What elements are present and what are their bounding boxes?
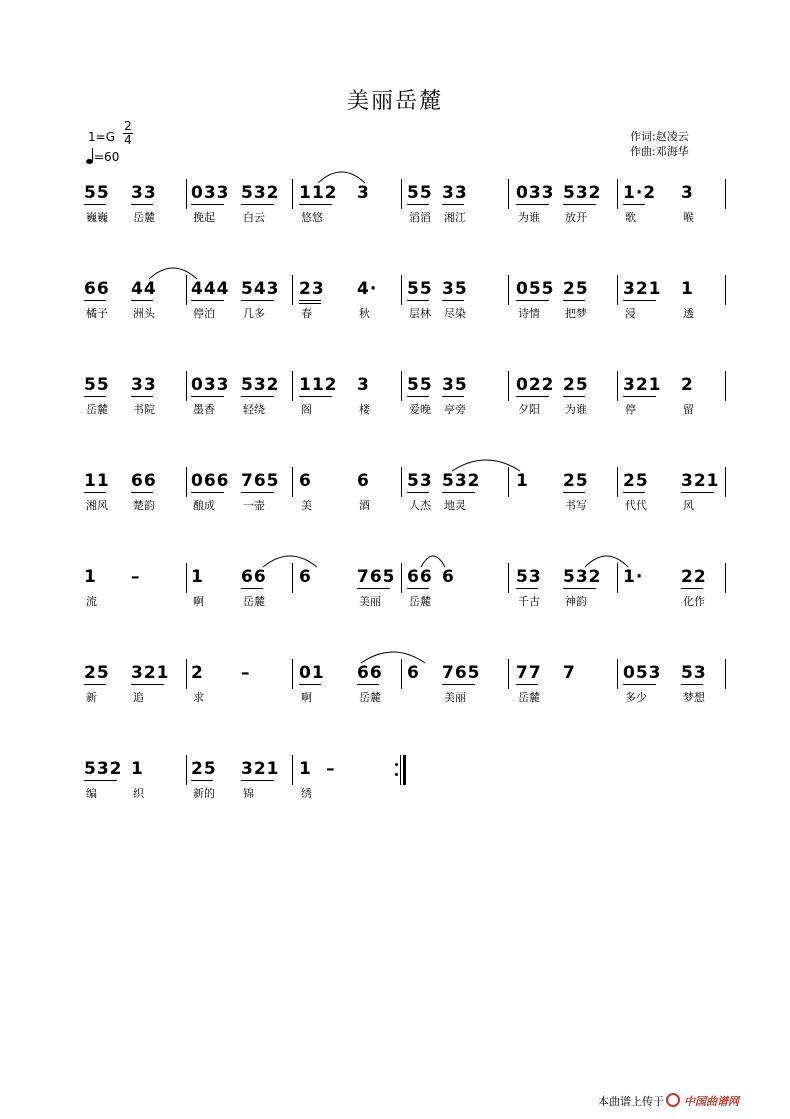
- note-group: 66: [84, 279, 110, 299]
- bar-line: [186, 467, 187, 497]
- score-row: [0, 471, 790, 531]
- note-group: 55: [84, 183, 110, 203]
- rhythm-underline: [442, 396, 464, 397]
- lyric-syllable: 巍巍: [86, 211, 108, 224]
- time-signature-bottom: 4: [124, 133, 132, 147]
- rhythm-underline: [131, 300, 153, 301]
- time-signature: [121, 120, 135, 147]
- lyric-syllable: 墨香: [193, 403, 215, 416]
- note-group: 543: [241, 279, 280, 299]
- rhythm-underline: [623, 492, 645, 493]
- score-row: [0, 663, 790, 723]
- rhythm-underline: [681, 684, 703, 685]
- rhythm-underline: [191, 300, 224, 301]
- bar-line: [725, 371, 726, 401]
- lyric-syllable: 湘风: [86, 499, 108, 512]
- bar-line: [617, 371, 618, 401]
- note-group: 53: [516, 567, 542, 587]
- lyric-syllable: 啊: [301, 691, 312, 704]
- rhythm-underline: [191, 780, 213, 781]
- lyric-syllable: 岳麓: [243, 595, 265, 608]
- note-group: 25: [563, 471, 589, 491]
- note-group: 44: [131, 279, 157, 299]
- slur-tie: [148, 263, 198, 281]
- lyric-syllable: 亭旁: [444, 403, 466, 416]
- note-group: 01: [299, 663, 325, 683]
- rhythm-underline: [516, 684, 538, 685]
- lyric-syllable: 代代: [625, 499, 647, 512]
- bar-line: [617, 275, 618, 305]
- note-group: 33: [131, 183, 157, 203]
- rhythm-underline: [241, 588, 263, 589]
- rhythm-underline: [299, 684, 321, 685]
- lyric-syllable: 悠悠: [301, 211, 323, 224]
- note-group: –: [241, 663, 251, 683]
- slur-tie: [360, 647, 426, 665]
- lyric-syllable: 编: [86, 787, 97, 800]
- rhythm-underline: [516, 396, 549, 397]
- rhythm-underline: [407, 492, 429, 493]
- rhythm-underline: [681, 588, 703, 589]
- note-group: 444: [191, 279, 230, 299]
- note-group: 66: [407, 567, 433, 587]
- rhythm-underline: [131, 396, 153, 397]
- note-group: 765: [357, 567, 396, 587]
- note-group: 66: [131, 471, 157, 491]
- note-group: 321: [623, 375, 662, 395]
- note-group: 4·: [357, 279, 378, 299]
- footer: [598, 1093, 739, 1109]
- lyric-syllable: 啊: [193, 595, 204, 608]
- lyric-syllable: 湘江: [444, 211, 466, 224]
- rhythm-underline: [191, 396, 224, 397]
- lyric-syllable: 岳麓: [409, 595, 431, 608]
- rhythm-underline: [131, 492, 153, 493]
- bar-line: [292, 755, 293, 785]
- note-group: –: [131, 567, 141, 587]
- lyric-syllable: 留: [683, 403, 694, 416]
- note-group: 112: [299, 183, 338, 203]
- lyric-syllable: 层林: [409, 307, 431, 320]
- lyric-syllable: 追: [133, 691, 144, 704]
- bar-line: [186, 371, 187, 401]
- lyric-syllable: 岳麓: [86, 403, 108, 416]
- score-row: [0, 279, 790, 339]
- lyric-syllable: 尽染: [444, 307, 466, 320]
- bar-line: [725, 275, 726, 305]
- bar-line: [292, 659, 293, 689]
- note-group: 1: [516, 471, 529, 491]
- score-row: [0, 567, 790, 627]
- note-group: 25: [191, 759, 217, 779]
- note-group: 3: [681, 183, 694, 203]
- lyric-syllable: 人杰: [409, 499, 431, 512]
- note-group: 55: [407, 183, 433, 203]
- note-group: 6: [442, 567, 455, 587]
- note-group: 25: [563, 279, 589, 299]
- lyric-syllable: 织: [133, 787, 144, 800]
- site-logo-icon: [666, 1093, 680, 1107]
- note-group: 33: [131, 375, 157, 395]
- lyric-syllable: 滔滔: [409, 211, 431, 224]
- lyric-syllable: 求: [193, 691, 204, 704]
- lyric-syllable: 新: [86, 691, 97, 704]
- note-group: 66: [357, 663, 383, 683]
- lyric-syllable: 岳麓: [133, 211, 155, 224]
- lyricist-credit: 作词:赵凌云: [630, 130, 689, 143]
- note-group: 23: [299, 279, 325, 299]
- note-group: 25: [563, 375, 589, 395]
- note-group: 321: [241, 759, 280, 779]
- slur-tie: [420, 551, 446, 569]
- rhythm-underline: [563, 300, 585, 301]
- note-group: 1: [681, 279, 694, 299]
- lyric-syllable: 阁: [301, 403, 312, 416]
- note-group: 321: [681, 471, 720, 491]
- lyric-syllable: 停泊: [193, 307, 215, 320]
- score-row: [0, 759, 790, 819]
- note-group: 066: [191, 471, 230, 491]
- rhythm-underline: [357, 684, 379, 685]
- lyric-syllable: 爱晚: [409, 403, 431, 416]
- lyric-syllable: 新的: [193, 787, 215, 800]
- rhythm-underline: [623, 204, 645, 205]
- bar-line: [508, 659, 509, 689]
- rhythm-underline: [84, 492, 106, 493]
- note-group: 053: [623, 663, 662, 683]
- slur-tie: [451, 455, 521, 473]
- note-group: 1: [191, 567, 204, 587]
- rhythm-underline: [442, 492, 475, 493]
- tempo-value: =60: [94, 150, 120, 164]
- rhythm-underline: [84, 684, 106, 685]
- note-group: 53: [681, 663, 707, 683]
- lyric-syllable: 绣: [301, 787, 312, 800]
- bar-line: [508, 563, 509, 593]
- final-barline-thick: [403, 755, 406, 785]
- lyric-syllable: 为谁: [518, 211, 540, 224]
- key-signature: 1=G: [88, 130, 115, 144]
- lyric-syllable: 放开: [565, 211, 587, 224]
- bar-line: [401, 275, 402, 305]
- bar-line: [617, 179, 618, 209]
- bar-line: [401, 563, 402, 593]
- note-group: 35: [442, 279, 468, 299]
- rhythm-underline: [299, 303, 321, 304]
- bar-line: [508, 371, 509, 401]
- rhythm-underline: [241, 204, 274, 205]
- lyric-syllable: 酒: [359, 499, 370, 512]
- rhythm-underline: [241, 300, 274, 301]
- footer-upload-text: 本曲谱上传于: [598, 1095, 664, 1108]
- bar-line: [186, 563, 187, 593]
- tempo-marking: [86, 148, 119, 164]
- score-row: [0, 183, 790, 243]
- bar-line: [186, 755, 187, 785]
- lyric-syllable: 楼: [359, 403, 370, 416]
- lyric-syllable: 停: [625, 403, 636, 416]
- note-group: 1·2: [623, 183, 657, 203]
- lyric-syllable: 楚韵: [133, 499, 155, 512]
- bar-line: [725, 563, 726, 593]
- lyric-syllable: 诗情: [518, 307, 540, 320]
- note-group: 6: [357, 471, 370, 491]
- note-group: 532: [241, 375, 280, 395]
- lyric-syllable: 书院: [133, 403, 155, 416]
- lyric-syllable: 美: [301, 499, 312, 512]
- final-barline-thin: [400, 755, 401, 785]
- lyric-syllable: 歌: [625, 211, 636, 224]
- note-group: 22: [681, 567, 707, 587]
- note-group: 53: [407, 471, 433, 491]
- rhythm-underline: [191, 492, 224, 493]
- note-group: 1: [299, 759, 312, 779]
- rhythm-underline: [299, 396, 332, 397]
- note-group: 321: [623, 279, 662, 299]
- bar-line: [508, 275, 509, 305]
- note-group: 3: [357, 183, 370, 203]
- slur-tie: [317, 167, 366, 185]
- note-group: 022: [516, 375, 555, 395]
- rhythm-underline: [241, 492, 274, 493]
- note-group: 7: [563, 663, 576, 683]
- note-group: 55: [407, 375, 433, 395]
- note-group: 112: [299, 375, 338, 395]
- score-row: [0, 375, 790, 435]
- note-group: 765: [442, 663, 481, 683]
- song-title: 美丽岳麓: [346, 89, 443, 114]
- lyric-syllable: 千古: [518, 595, 540, 608]
- rhythm-underline: [131, 684, 164, 685]
- rhythm-underline: [241, 396, 274, 397]
- repeat-dot: [395, 773, 398, 776]
- note-group: 77: [516, 663, 542, 683]
- note-group: 532: [563, 567, 602, 587]
- lyric-syllable: 几多: [243, 307, 265, 320]
- note-group: 6: [407, 663, 420, 683]
- note-group: 033: [191, 375, 230, 395]
- bar-line: [292, 275, 293, 305]
- note-group: 055: [516, 279, 555, 299]
- note-group: 33: [442, 183, 468, 203]
- rhythm-underline: [299, 204, 332, 205]
- rhythm-underline: [563, 396, 585, 397]
- note-group: 35: [442, 375, 468, 395]
- lyric-syllable: 化作: [683, 595, 705, 608]
- rhythm-underline: [442, 204, 464, 205]
- note-group: 55: [84, 375, 110, 395]
- note-group: 2: [191, 663, 204, 683]
- lyric-syllable: 一壶: [243, 499, 265, 512]
- note-group: 3: [357, 375, 370, 395]
- rhythm-underline: [623, 396, 656, 397]
- rhythm-underline: [241, 780, 274, 781]
- rhythm-underline: [623, 684, 656, 685]
- lyric-syllable: 风: [683, 499, 694, 512]
- lyric-syllable: 书写: [565, 499, 587, 512]
- lyric-syllable: 挽起: [193, 211, 215, 224]
- rhythm-underline: [563, 588, 596, 589]
- note-group: 532: [241, 183, 280, 203]
- slur-tie: [584, 551, 629, 569]
- rhythm-underline: [407, 396, 429, 397]
- rhythm-underline: [407, 300, 429, 301]
- bar-line: [401, 467, 402, 497]
- lyric-syllable: 把梦: [565, 307, 587, 320]
- lyric-syllable: 为谁: [565, 403, 587, 416]
- lyric-syllable: 夕阳: [518, 403, 540, 416]
- rhythm-underline: [563, 204, 596, 205]
- lyric-syllable: 春: [301, 307, 312, 320]
- note-group: –: [326, 759, 336, 779]
- lyric-syllable: 岳麓: [518, 691, 540, 704]
- note-group: 2: [681, 375, 694, 395]
- lyric-syllable: 流: [86, 595, 97, 608]
- lyric-syllable: 地灵: [444, 499, 466, 512]
- rhythm-underline: [407, 204, 429, 205]
- lyric-syllable: 浸: [625, 307, 636, 320]
- bar-line: [401, 371, 402, 401]
- rhythm-underline: [407, 588, 429, 589]
- lyric-syllable: 橘子: [86, 307, 108, 320]
- lyric-syllable: 酿成: [193, 499, 215, 512]
- repeat-dot: [395, 763, 398, 766]
- bar-line: [508, 179, 509, 209]
- note-group: 6: [299, 567, 312, 587]
- note-group: 532: [563, 183, 602, 203]
- bar-line: [292, 371, 293, 401]
- note-group: 765: [241, 471, 280, 491]
- note-group: 25: [623, 471, 649, 491]
- footer-site-name: 中国曲谱网: [684, 1095, 739, 1108]
- lyric-syllable: 白云: [243, 211, 265, 224]
- note-group: 6: [299, 471, 312, 491]
- bar-line: [725, 467, 726, 497]
- quarter-note-icon: [86, 148, 94, 164]
- lyric-syllable: 美丽: [359, 595, 381, 608]
- composer-credit: 作曲:邓海华: [630, 145, 689, 158]
- rhythm-underline: [516, 588, 538, 589]
- lyric-syllable: 轻绕: [243, 403, 265, 416]
- rhythm-underline: [84, 204, 106, 205]
- note-group: 1: [131, 759, 144, 779]
- lyric-syllable: 梦想: [683, 691, 705, 704]
- rhythm-underline: [191, 204, 224, 205]
- bar-line: [725, 659, 726, 689]
- rhythm-underline: [516, 300, 549, 301]
- note-group: 532: [84, 759, 123, 779]
- lyric-syllable: 多少: [625, 691, 647, 704]
- note-group: 321: [131, 663, 170, 683]
- rhythm-underline: [442, 684, 475, 685]
- rhythm-underline: [131, 204, 153, 205]
- time-signature-top: 2: [124, 119, 132, 133]
- note-group: 1·: [623, 567, 644, 587]
- lyric-syllable: 洲头: [133, 307, 155, 320]
- lyric-syllable: 秋: [359, 307, 370, 320]
- bar-line: [292, 179, 293, 209]
- rhythm-underline: [84, 300, 106, 301]
- rhythm-underline: [84, 396, 106, 397]
- lyric-syllable: 锦: [243, 787, 254, 800]
- note-group: 11: [84, 471, 110, 491]
- note-group: 033: [191, 183, 230, 203]
- rhythm-underline: [623, 300, 656, 301]
- rhythm-underline: [442, 300, 464, 301]
- note-group: 033: [516, 183, 555, 203]
- note-group: 1: [84, 567, 97, 587]
- bar-line: [401, 179, 402, 209]
- lyric-syllable: 美丽: [444, 691, 466, 704]
- rhythm-underline: [299, 300, 321, 301]
- bar-line: [617, 659, 618, 689]
- rhythm-underline: [516, 204, 549, 205]
- lyric-syllable: 岳麓: [359, 691, 381, 704]
- note-group: 55: [407, 279, 433, 299]
- bar-line: [617, 467, 618, 497]
- bar-line: [186, 179, 187, 209]
- rhythm-underline: [563, 492, 585, 493]
- lyric-syllable: 神韵: [565, 595, 587, 608]
- bar-line: [186, 659, 187, 689]
- rhythm-underline: [357, 588, 390, 589]
- bar-line: [292, 467, 293, 497]
- bar-line: [725, 179, 726, 209]
- note-group: 66: [241, 567, 267, 587]
- lyric-syllable: 透: [683, 307, 694, 320]
- slur-tie: [262, 551, 318, 569]
- lyric-syllable: 喉: [683, 211, 694, 224]
- note-group: 25: [84, 663, 110, 683]
- note-group: 532: [442, 471, 481, 491]
- rhythm-underline: [681, 492, 714, 493]
- rhythm-underline: [84, 780, 117, 781]
